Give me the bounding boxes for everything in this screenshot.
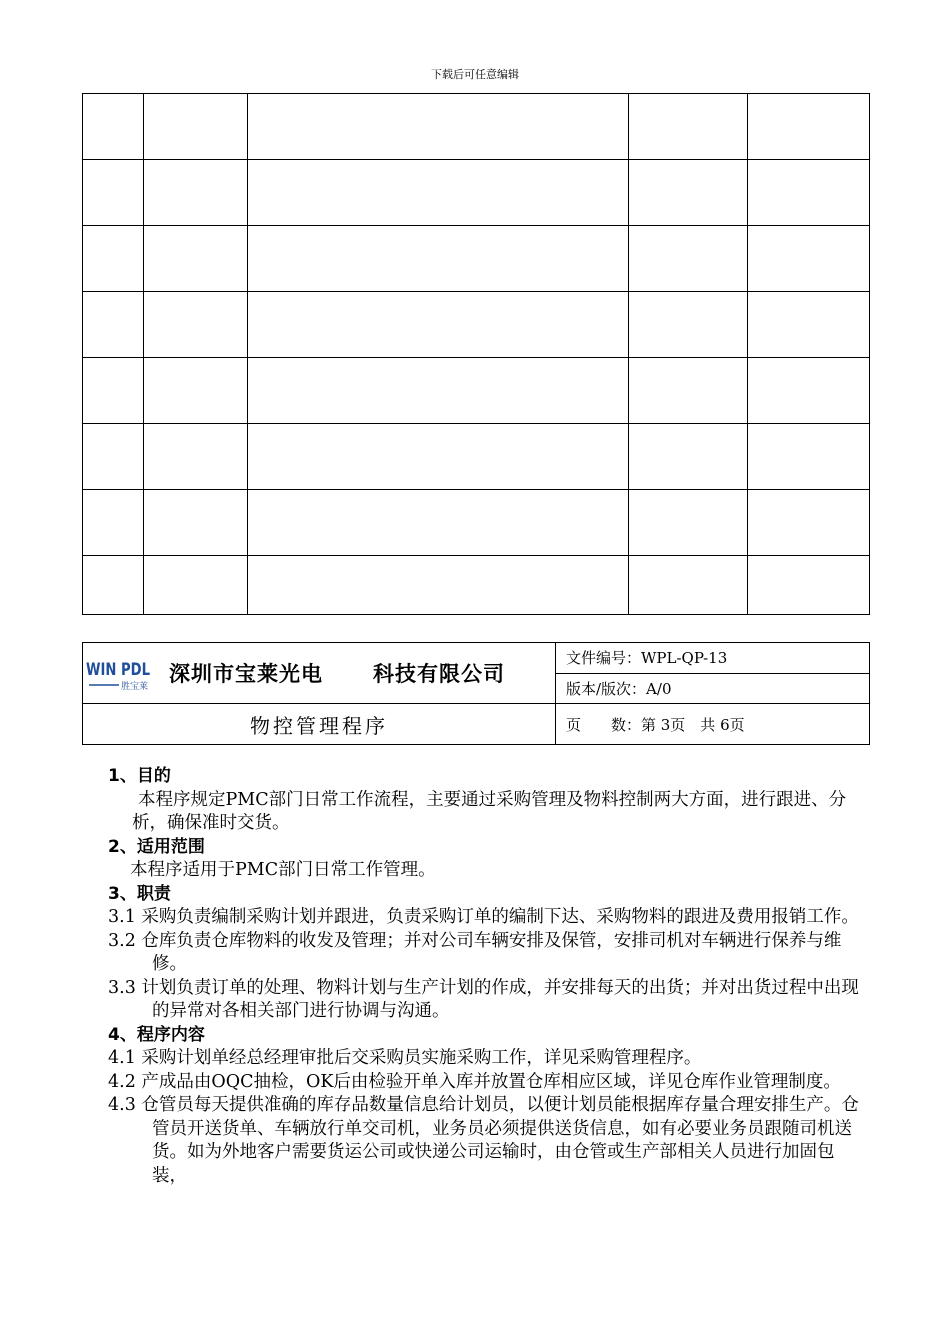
table-cell bbox=[629, 94, 748, 160]
list-item: 3.1 采购负责编制采购计划并跟进，负责采购订单的编制下达、采购物料的跟进及费用报销工作。 bbox=[108, 907, 859, 927]
logo-text-sub: 胜宝莱 bbox=[121, 682, 149, 692]
table-cell bbox=[144, 160, 248, 226]
table-row bbox=[83, 358, 870, 424]
table-cell bbox=[248, 556, 629, 615]
company-name bbox=[169, 658, 505, 688]
table-cell bbox=[748, 490, 870, 556]
table-cell bbox=[144, 490, 248, 556]
table-cell bbox=[629, 160, 748, 226]
table-cell bbox=[748, 292, 870, 358]
logo-graphic bbox=[85, 651, 151, 695]
document-title: 物控管理程序 bbox=[83, 704, 556, 745]
company-logo bbox=[85, 651, 151, 695]
page-info: 页 数：第 3页 共 6页 bbox=[556, 704, 870, 745]
table-cell bbox=[144, 94, 248, 160]
table-cell bbox=[248, 490, 629, 556]
record-table-body bbox=[83, 94, 870, 615]
company-name-part2: 科技有限公司 bbox=[373, 662, 505, 686]
table-cell bbox=[629, 226, 748, 292]
table-row bbox=[83, 94, 870, 160]
table-cell bbox=[83, 358, 144, 424]
table-cell bbox=[248, 94, 629, 160]
table-cell bbox=[144, 226, 248, 292]
section-title: 3、职责 bbox=[108, 883, 171, 904]
table-cell bbox=[83, 490, 144, 556]
table-cell bbox=[748, 556, 870, 615]
table-row bbox=[83, 226, 870, 292]
table-cell bbox=[83, 94, 144, 160]
table-cell bbox=[248, 424, 629, 490]
document-body bbox=[108, 765, 868, 1188]
table-row bbox=[83, 490, 870, 556]
table-cell bbox=[83, 556, 144, 615]
table-row bbox=[83, 556, 870, 615]
top-note: 下载后可任意编辑 bbox=[431, 68, 519, 81]
table-cell bbox=[629, 358, 748, 424]
table-cell bbox=[248, 358, 629, 424]
record-table bbox=[82, 93, 870, 615]
table-cell bbox=[83, 424, 144, 490]
list-item: 4.2 产成品由OQC抽检，OK后由检验开单入库并放置仓库相应区域，详见仓库作业管理制度。 bbox=[108, 1071, 841, 1092]
table-row bbox=[83, 292, 870, 358]
table-row bbox=[83, 424, 870, 490]
table-cell bbox=[629, 424, 748, 490]
table-cell bbox=[629, 292, 748, 358]
table-cell bbox=[748, 226, 870, 292]
table-cell bbox=[83, 226, 144, 292]
version-info: 版本/版次：A/0 bbox=[556, 673, 870, 704]
table-cell bbox=[748, 94, 870, 160]
table-cell bbox=[248, 226, 629, 292]
section-title: 1、目的 bbox=[108, 766, 171, 786]
table-cell bbox=[144, 424, 248, 490]
paragraph: 本程序适用于PMC部门日常工作管理。 bbox=[130, 860, 436, 880]
table-cell bbox=[83, 160, 144, 226]
company-cell bbox=[83, 643, 556, 704]
document-header bbox=[82, 642, 870, 745]
paragraph: 本程序规定PMC部门日常工作流程，主要通过采购管理及物料控制两大方面，进行跟进、分析，确保准时交货。 bbox=[132, 789, 847, 833]
table-cell bbox=[144, 292, 248, 358]
table-row bbox=[83, 160, 870, 226]
table-cell bbox=[144, 358, 248, 424]
table-cell bbox=[248, 292, 629, 358]
table-cell bbox=[629, 556, 748, 615]
table-cell bbox=[748, 358, 870, 424]
list-item: 4.3 仓管员每天提供准确的库存品数量信息给计划员，以便计划员能根据库存量合理安排生产。仓管员开送货单、车辆放行单交司机，业务员必须提供送货信息，如有必要业务员跟随司机送货。如为外地客户需要货运公司或快递公司运输时，由仓管或生产部相关人员进行加固包装， bbox=[108, 1095, 859, 1186]
table-cell bbox=[629, 490, 748, 556]
table-cell bbox=[748, 160, 870, 226]
list-item: 4.1 采购计划单经总经理审批后交采购员实施采购工作，详见采购管理程序。 bbox=[108, 1048, 702, 1068]
table-cell bbox=[248, 160, 629, 226]
file-number: 文件编号：WPL-QP-13 bbox=[556, 643, 870, 674]
section-title: 4、程序内容 bbox=[108, 1024, 205, 1045]
list-item: 3.2 仓库负责仓库物料的收发及管理；并对公司车辆安排及保管，安排司机对车辆进行保养与维修。 bbox=[108, 930, 842, 974]
section-title: 2、适用范围 bbox=[108, 836, 205, 857]
logo-text-main: WIN PDL bbox=[86, 660, 151, 680]
company-name-part1: 深圳市宝莱光电 bbox=[169, 662, 323, 686]
table-cell bbox=[83, 292, 144, 358]
list-item: 3.3 计划负责订单的处理、物料计划与生产计划的作成，并安排每天的出货；并对出货过程中出现的异常对各相关部门进行协调与沟通。 bbox=[108, 977, 859, 1021]
table-cell bbox=[748, 424, 870, 490]
table-cell bbox=[144, 556, 248, 615]
